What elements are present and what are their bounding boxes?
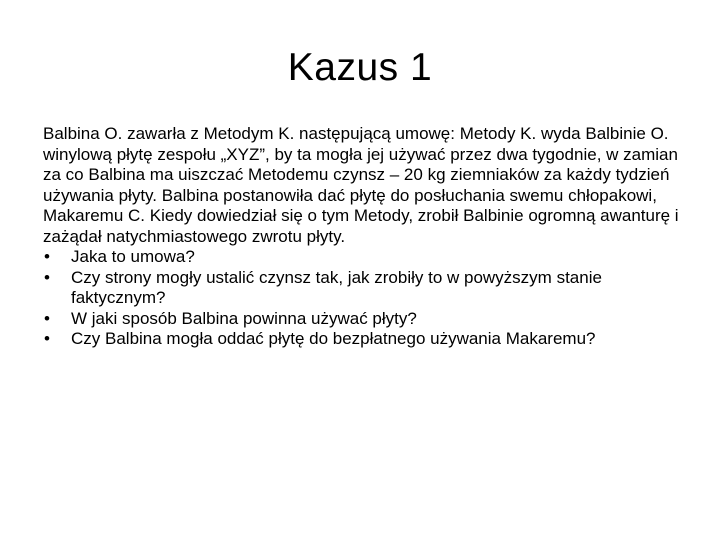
question-item [43, 247, 693, 268]
bullet-icon: • [44, 247, 50, 266]
case-description: Balbina O. zawarła z Metodym K. następującą umowę: Metody K. wyda Balbinie O. winylową płytę zespołu „XYZ”, by ta mogła jej używać przez dwa tygodnie, w zamian za co Balbina ma uiszczać Metodemu czynsz – 20 kg ziemniaków za każdy tydzień używania płyty. Balbina postanowiła dać płytę do posłuchania swemu chłopakowi, Makaremu C. Kiedy dowiedział się o tym Metody, zrobił Balbinie ogromną awanturę i zażądał natychmiastowego zwrotu płyty. [43, 124, 679, 246]
question-text: W jaki sposób Balbina powinna używać płyty? [71, 308, 417, 328]
question-text: Czy Balbina mogła oddać płytę do bezpłatnego używania Makaremu? [71, 329, 596, 348]
bullet-icon: • [44, 267, 50, 287]
question-text: Czy strony mogły ustalić czynsz tak, jak zrobiły to w powyższym stanie faktycznym? [71, 267, 602, 307]
question-text: Jaka to umowa? [71, 247, 195, 266]
question-item [43, 329, 693, 350]
question-item [43, 268, 693, 309]
bullet-icon: • [44, 308, 50, 328]
bullet-icon: • [44, 329, 50, 348]
slide-body [43, 124, 693, 350]
slide-title: Kazus 1 [287, 46, 433, 89]
question-list [43, 247, 693, 350]
question-item [43, 309, 693, 330]
